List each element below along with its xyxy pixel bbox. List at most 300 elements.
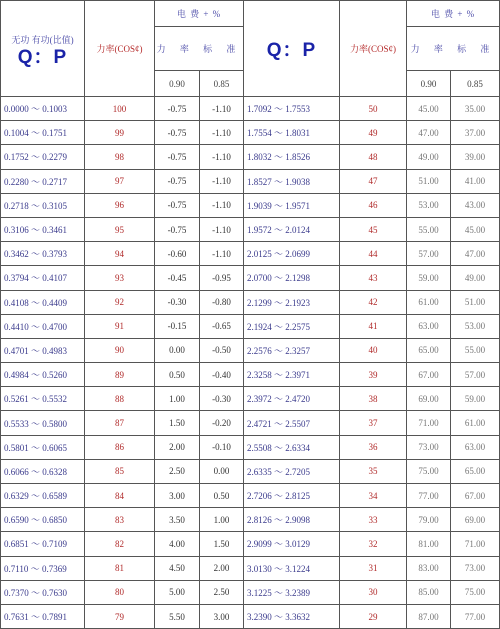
- right-range-from: 1.9572: [247, 225, 272, 236]
- right-range-from: 2.7206: [247, 491, 272, 502]
- table-row: [1, 484, 500, 508]
- left-range-to: 0.7369: [41, 563, 67, 574]
- left-power-factor: 90: [85, 338, 155, 362]
- table-row: [1, 387, 500, 411]
- right-power-factor: 37: [340, 411, 407, 435]
- left-range-to: 0.4700: [42, 321, 68, 332]
- right-range-to: 2.4720: [285, 394, 311, 405]
- range-separator: ～: [28, 152, 43, 163]
- left-fee-085: -1.10: [200, 193, 244, 217]
- range-separator: ～: [28, 273, 43, 284]
- right-fee-085: 71.00: [451, 532, 500, 556]
- range-separator: ～: [271, 418, 286, 429]
- left-fee-085: -1.10: [200, 97, 244, 121]
- left-power-factor: 93: [85, 266, 155, 290]
- right-power-factor: 35: [340, 459, 407, 483]
- left-fee-090: 3.50: [155, 508, 200, 532]
- left-power-factor: 99: [85, 121, 155, 145]
- table-row: [1, 217, 500, 241]
- right-fee-090: 63.00: [407, 314, 451, 338]
- right-ratio-range: [244, 169, 340, 193]
- table-row: [1, 435, 500, 459]
- left-range-from: 0.0000: [4, 104, 29, 115]
- right-range-from: 2.1299: [247, 297, 272, 308]
- right-fee-085: 53.00: [451, 314, 500, 338]
- left-range-from: 0.2718: [4, 200, 29, 211]
- right-power-factor: 46: [340, 193, 407, 217]
- right-fee-090: 73.00: [407, 435, 451, 459]
- right-fee-085: 57.00: [451, 363, 500, 387]
- left-range-from: 0.7110: [4, 563, 29, 574]
- left-power-factor: 89: [85, 363, 155, 387]
- table-row: [1, 508, 500, 532]
- left-range-to: 0.6850: [42, 515, 68, 526]
- left-ratio-range: [1, 242, 85, 266]
- right-power-factor: 45: [340, 217, 407, 241]
- range-separator: ～: [271, 394, 286, 405]
- left-range-from: 0.4410: [4, 321, 29, 332]
- right-ratio-range: [244, 290, 340, 314]
- right-fee-085: 55.00: [451, 338, 500, 362]
- left-ratio-range: [1, 314, 85, 338]
- range-separator: ～: [28, 491, 43, 502]
- right-fee-090: 59.00: [407, 266, 451, 290]
- left-fee-085: 0.00: [200, 459, 244, 483]
- left-pf-header: 力率(COS¢): [85, 1, 155, 97]
- range-separator: ～: [28, 200, 43, 211]
- left-ratio-range: [1, 121, 85, 145]
- right-ratio-range: [244, 145, 340, 169]
- right-fee-090: 75.00: [407, 459, 451, 483]
- range-separator: ～: [271, 345, 286, 356]
- left-ratio-range: [1, 145, 85, 169]
- left-fee-090: -0.75: [155, 217, 200, 241]
- range-separator: ～: [28, 394, 43, 405]
- left-power-factor: 83: [85, 508, 155, 532]
- left-range-to: 0.4983: [42, 345, 68, 356]
- left-range-from: 0.5261: [4, 394, 29, 405]
- left-ratio-range: [1, 411, 85, 435]
- right-fee-090: 53.00: [407, 193, 451, 217]
- range-separator: ～: [271, 466, 286, 477]
- range-separator: ～: [28, 104, 43, 115]
- left-range-to: 0.3793: [42, 249, 68, 260]
- range-separator: ～: [271, 249, 286, 260]
- right-range-from: 2.1924: [247, 321, 272, 332]
- right-range-to: 1.9038: [285, 176, 311, 187]
- range-separator: ～: [271, 225, 286, 236]
- table-row: [1, 411, 500, 435]
- left-fee-090: 1.00: [155, 387, 200, 411]
- left-fee-085: 2.00: [200, 556, 244, 580]
- left-range-from: 0.1004: [4, 128, 29, 139]
- left-ratio-range: [1, 217, 85, 241]
- left-range-from: 0.6851: [4, 539, 29, 550]
- right-range-to: 1.9571: [285, 200, 311, 211]
- right-power-factor: 34: [340, 484, 407, 508]
- left-range-to: 0.1751: [42, 128, 68, 139]
- left-range-from: 0.3462: [4, 249, 29, 260]
- table-row: [1, 338, 500, 362]
- right-range-from: 1.9039: [247, 200, 272, 211]
- range-separator: ～: [271, 176, 286, 187]
- left-fee-085: -0.80: [200, 290, 244, 314]
- right-ratio-range: [244, 604, 340, 628]
- left-power-factor: 86: [85, 435, 155, 459]
- right-ratio-range: [244, 435, 340, 459]
- left-range-to: 0.6065: [42, 442, 68, 453]
- right-ratio-range: [244, 266, 340, 290]
- right-fee-085: 39.00: [451, 145, 500, 169]
- left-power-factor: 100: [85, 97, 155, 121]
- left-fee-085: -1.10: [200, 242, 244, 266]
- range-separator: ～: [28, 563, 42, 574]
- right-ratio-range: [244, 242, 340, 266]
- right-fee-085: 49.00: [451, 266, 500, 290]
- right-range-from: 2.0125: [247, 249, 272, 260]
- right-range-to: 2.2575: [285, 321, 311, 332]
- range-separator: ～: [28, 297, 43, 308]
- left-fee-085: -1.10: [200, 121, 244, 145]
- left-fee-085: -0.65: [200, 314, 244, 338]
- left-range-from: 0.1752: [4, 152, 29, 163]
- left-col-085: 0.85: [200, 71, 244, 97]
- range-separator: ～: [28, 466, 43, 477]
- left-fee-085: -1.10: [200, 217, 244, 241]
- right-range-to: 2.1923: [285, 297, 311, 308]
- left-fee-090: 1.50: [155, 411, 200, 435]
- left-power-factor: 92: [85, 290, 155, 314]
- right-range-to: 2.7205: [285, 466, 311, 477]
- left-power-factor: 97: [85, 169, 155, 193]
- left-std-header: 力 率 标 准: [155, 27, 244, 71]
- right-range-from: 2.6335: [247, 466, 272, 477]
- left-fee-085: -0.30: [200, 387, 244, 411]
- table-row: [1, 556, 500, 580]
- left-range-to: 0.7109: [42, 539, 68, 550]
- right-ratio-range: [244, 411, 340, 435]
- left-fee-085: -0.50: [200, 338, 244, 362]
- right-fee-085: 43.00: [451, 193, 500, 217]
- left-fee-085: -1.10: [200, 145, 244, 169]
- left-power-factor: 87: [85, 411, 155, 435]
- right-range-to: 3.1224: [285, 563, 311, 574]
- right-fee-085: 51.00: [451, 290, 500, 314]
- right-power-factor: 48: [340, 145, 407, 169]
- right-power-factor: 49: [340, 121, 407, 145]
- left-range-to: 0.3461: [42, 225, 68, 236]
- left-power-factor: 79: [85, 604, 155, 628]
- range-separator: ～: [271, 515, 286, 526]
- left-fee-090: 4.00: [155, 532, 200, 556]
- right-ratio-range: [244, 121, 340, 145]
- right-fee-090: 87.00: [407, 604, 451, 628]
- left-fee-header: 电 费 + %: [155, 1, 244, 27]
- left-fee-085: -0.10: [200, 435, 244, 459]
- right-col-085: 0.85: [451, 71, 500, 97]
- right-fee-085: 35.00: [451, 97, 500, 121]
- right-ratio-range: [244, 484, 340, 508]
- right-range-to: 2.0124: [285, 225, 311, 236]
- range-separator: ～: [28, 176, 43, 187]
- left-range-from: 0.5801: [4, 442, 29, 453]
- table-row: [1, 145, 500, 169]
- right-fee-085: 63.00: [451, 435, 500, 459]
- range-separator: ～: [28, 539, 43, 550]
- left-ratio-range: [1, 508, 85, 532]
- range-separator: ～: [271, 297, 286, 308]
- right-fee-085: 65.00: [451, 459, 500, 483]
- left-range-to: 0.4107: [42, 273, 68, 284]
- left-power-factor: 81: [85, 556, 155, 580]
- left-fee-085: -0.20: [200, 411, 244, 435]
- left-range-to: 0.7891: [42, 612, 68, 623]
- right-fee-090: 45.00: [407, 97, 451, 121]
- left-ratio-range: [1, 459, 85, 483]
- left-range-from: 0.4984: [4, 370, 29, 381]
- left-range-from: 0.7631: [4, 612, 29, 623]
- left-range-to: 0.5800: [42, 418, 68, 429]
- left-fee-090: -0.75: [155, 169, 200, 193]
- left-ratio-range: [1, 556, 85, 580]
- left-fee-090: -0.45: [155, 266, 200, 290]
- right-fee-090: 77.00: [407, 484, 451, 508]
- left-fee-090: 2.00: [155, 435, 200, 459]
- right-col-090: 0.90: [407, 71, 451, 97]
- right-range-to: 2.8125: [285, 491, 311, 502]
- left-power-factor: 84: [85, 484, 155, 508]
- right-fee-085: 37.00: [451, 121, 500, 145]
- left-fee-090: 0.00: [155, 338, 200, 362]
- right-fee-090: 83.00: [407, 556, 451, 580]
- table-row: [1, 532, 500, 556]
- right-fee-090: 49.00: [407, 145, 451, 169]
- left-ratio-range: [1, 532, 85, 556]
- right-power-factor: 40: [340, 338, 407, 362]
- table-row: [1, 169, 500, 193]
- left-ratio-range: [1, 604, 85, 628]
- left-fee-085: -0.40: [200, 363, 244, 387]
- left-range-from: 0.3106: [4, 225, 29, 236]
- right-range-from: 1.7554: [247, 128, 272, 139]
- left-range-to: 0.2717: [42, 176, 68, 187]
- table-row: [1, 266, 500, 290]
- right-power-factor: 30: [340, 580, 407, 604]
- left-fee-090: 2.50: [155, 459, 200, 483]
- right-ratio-range: [244, 314, 340, 338]
- range-separator: ～: [271, 587, 286, 598]
- left-fee-085: -0.95: [200, 266, 244, 290]
- right-ratio-range: [244, 363, 340, 387]
- right-range-to: 3.2389: [285, 587, 311, 598]
- range-separator: ～: [28, 345, 43, 356]
- right-range-to: 1.7553: [285, 104, 311, 115]
- right-fee-090: 51.00: [407, 169, 451, 193]
- right-fee-085: 75.00: [451, 580, 500, 604]
- left-ratio-range: [1, 169, 85, 193]
- left-range-from: 0.7370: [4, 587, 29, 598]
- left-ratio-range: [1, 363, 85, 387]
- range-separator: ～: [271, 200, 286, 211]
- left-ratio-label: 无功 有功(比值): [11, 34, 74, 45]
- range-separator: ～: [271, 491, 286, 502]
- right-range-from: 2.0700: [247, 273, 272, 284]
- right-range-to: 2.1298: [285, 273, 311, 284]
- right-ratio-range: [244, 459, 340, 483]
- left-range-to: 0.6328: [42, 466, 68, 477]
- right-fee-085: 45.00: [451, 217, 500, 241]
- range-separator: ～: [28, 321, 43, 332]
- left-ratio-header: [1, 1, 85, 97]
- right-range-to: 2.6334: [285, 442, 311, 453]
- right-range-from: 3.1225: [247, 587, 272, 598]
- range-separator: ～: [271, 370, 286, 381]
- right-fee-090: 71.00: [407, 411, 451, 435]
- right-range-to: 2.9098: [285, 515, 311, 526]
- left-fee-085: 3.00: [200, 604, 244, 628]
- right-range-from: 1.7092: [247, 104, 272, 115]
- right-power-factor: 36: [340, 435, 407, 459]
- left-ratio-range: [1, 387, 85, 411]
- right-std-header: 力 率 标 准: [407, 27, 500, 71]
- left-fee-085: 0.50: [200, 484, 244, 508]
- table-row: [1, 290, 500, 314]
- right-ratio-range: [244, 532, 340, 556]
- right-fee-090: 57.00: [407, 242, 451, 266]
- range-separator: ～: [271, 321, 286, 332]
- right-power-factor: 50: [340, 97, 407, 121]
- right-range-from: 2.9099: [247, 539, 272, 550]
- left-ratio-range: [1, 97, 85, 121]
- right-ratio-range: [244, 338, 340, 362]
- left-fee-090: -0.60: [155, 242, 200, 266]
- right-fee-085: 41.00: [451, 169, 500, 193]
- left-power-factor: 95: [85, 217, 155, 241]
- right-power-factor: 38: [340, 387, 407, 411]
- right-range-from: 1.8032: [247, 152, 272, 163]
- range-separator: ～: [271, 539, 286, 550]
- right-range-to: 2.0699: [285, 249, 311, 260]
- right-power-factor: 29: [340, 604, 407, 628]
- right-range-from: 2.8126: [247, 515, 272, 526]
- right-power-factor: 33: [340, 508, 407, 532]
- range-separator: ～: [28, 249, 43, 260]
- table-row: [1, 580, 500, 604]
- right-power-factor: 39: [340, 363, 407, 387]
- left-power-factor: 88: [85, 387, 155, 411]
- left-range-to: 0.6589: [42, 491, 68, 502]
- left-ratio-symbol: Q：P: [17, 46, 68, 68]
- right-range-from: 2.4721: [247, 418, 272, 429]
- range-separator: ～: [271, 442, 286, 453]
- right-fee-090: 81.00: [407, 532, 451, 556]
- right-fee-085: 77.00: [451, 604, 500, 628]
- right-ratio-range: [244, 193, 340, 217]
- range-separator: ～: [28, 128, 43, 139]
- right-fee-090: 69.00: [407, 387, 451, 411]
- right-ratio-header: [244, 1, 340, 97]
- left-range-from: 0.4701: [4, 345, 29, 356]
- left-ratio-range: [1, 290, 85, 314]
- range-separator: ～: [28, 587, 43, 598]
- left-range-to: 0.4409: [42, 297, 68, 308]
- right-fee-085: 69.00: [451, 508, 500, 532]
- range-separator: ～: [28, 225, 43, 236]
- left-range-to: 0.5532: [42, 394, 68, 405]
- right-fee-090: 67.00: [407, 363, 451, 387]
- right-range-from: 2.2576: [247, 345, 272, 356]
- left-range-to: 0.7630: [42, 587, 68, 598]
- left-range-to: 0.3105: [42, 200, 68, 211]
- range-separator: ～: [28, 418, 43, 429]
- right-ratio-range: [244, 217, 340, 241]
- left-power-factor: 85: [85, 459, 155, 483]
- right-fee-085: 73.00: [451, 556, 500, 580]
- left-power-factor: 82: [85, 532, 155, 556]
- left-range-from: 0.5533: [4, 418, 29, 429]
- right-range-to: 2.5507: [285, 418, 311, 429]
- left-fee-090: 5.00: [155, 580, 200, 604]
- left-power-factor: 94: [85, 242, 155, 266]
- right-power-factor: 44: [340, 242, 407, 266]
- right-fee-090: 85.00: [407, 580, 451, 604]
- range-separator: ～: [28, 370, 43, 381]
- right-ratio-range: [244, 387, 340, 411]
- right-fee-090: 55.00: [407, 217, 451, 241]
- right-range-from: 2.3258: [247, 370, 272, 381]
- right-fee-090: 79.00: [407, 508, 451, 532]
- right-power-factor: 32: [340, 532, 407, 556]
- left-power-factor: 80: [85, 580, 155, 604]
- right-ratio-range: [244, 580, 340, 604]
- range-separator: ～: [271, 104, 286, 115]
- right-range-to: 3.3632: [285, 612, 311, 623]
- right-power-factor: 31: [340, 556, 407, 580]
- range-separator: ～: [28, 612, 43, 623]
- range-separator: ～: [271, 563, 286, 574]
- left-fee-085: 1.00: [200, 508, 244, 532]
- left-range-to: 0.5260: [42, 370, 68, 381]
- left-fee-090: 3.00: [155, 484, 200, 508]
- left-fee-090: 4.50: [155, 556, 200, 580]
- table-row: [1, 97, 500, 121]
- range-separator: ～: [271, 612, 286, 623]
- left-range-from: 0.6329: [4, 491, 29, 502]
- table-row: [1, 193, 500, 217]
- left-range-from: 0.4108: [4, 297, 29, 308]
- table-row: [1, 242, 500, 266]
- left-fee-090: 0.50: [155, 363, 200, 387]
- left-ratio-range: [1, 266, 85, 290]
- left-fee-085: 2.50: [200, 580, 244, 604]
- header-row-1: [1, 1, 500, 27]
- right-ratio-symbol: Q：P: [266, 39, 317, 61]
- right-range-from: 2.3972: [247, 394, 272, 405]
- left-ratio-range: [1, 580, 85, 604]
- right-ratio-range: [244, 97, 340, 121]
- right-power-factor: 42: [340, 290, 407, 314]
- left-range-from: 0.6066: [4, 466, 29, 477]
- right-range-to: 1.8031: [285, 128, 311, 139]
- left-power-factor: 91: [85, 314, 155, 338]
- range-separator: ～: [271, 273, 286, 284]
- left-fee-085: -1.10: [200, 169, 244, 193]
- right-range-to: 2.3971: [285, 370, 311, 381]
- left-col-090: 0.90: [155, 71, 200, 97]
- right-range-to: 2.3257: [285, 345, 311, 356]
- right-range-from: 1.8527: [247, 176, 272, 187]
- range-separator: ～: [28, 442, 43, 453]
